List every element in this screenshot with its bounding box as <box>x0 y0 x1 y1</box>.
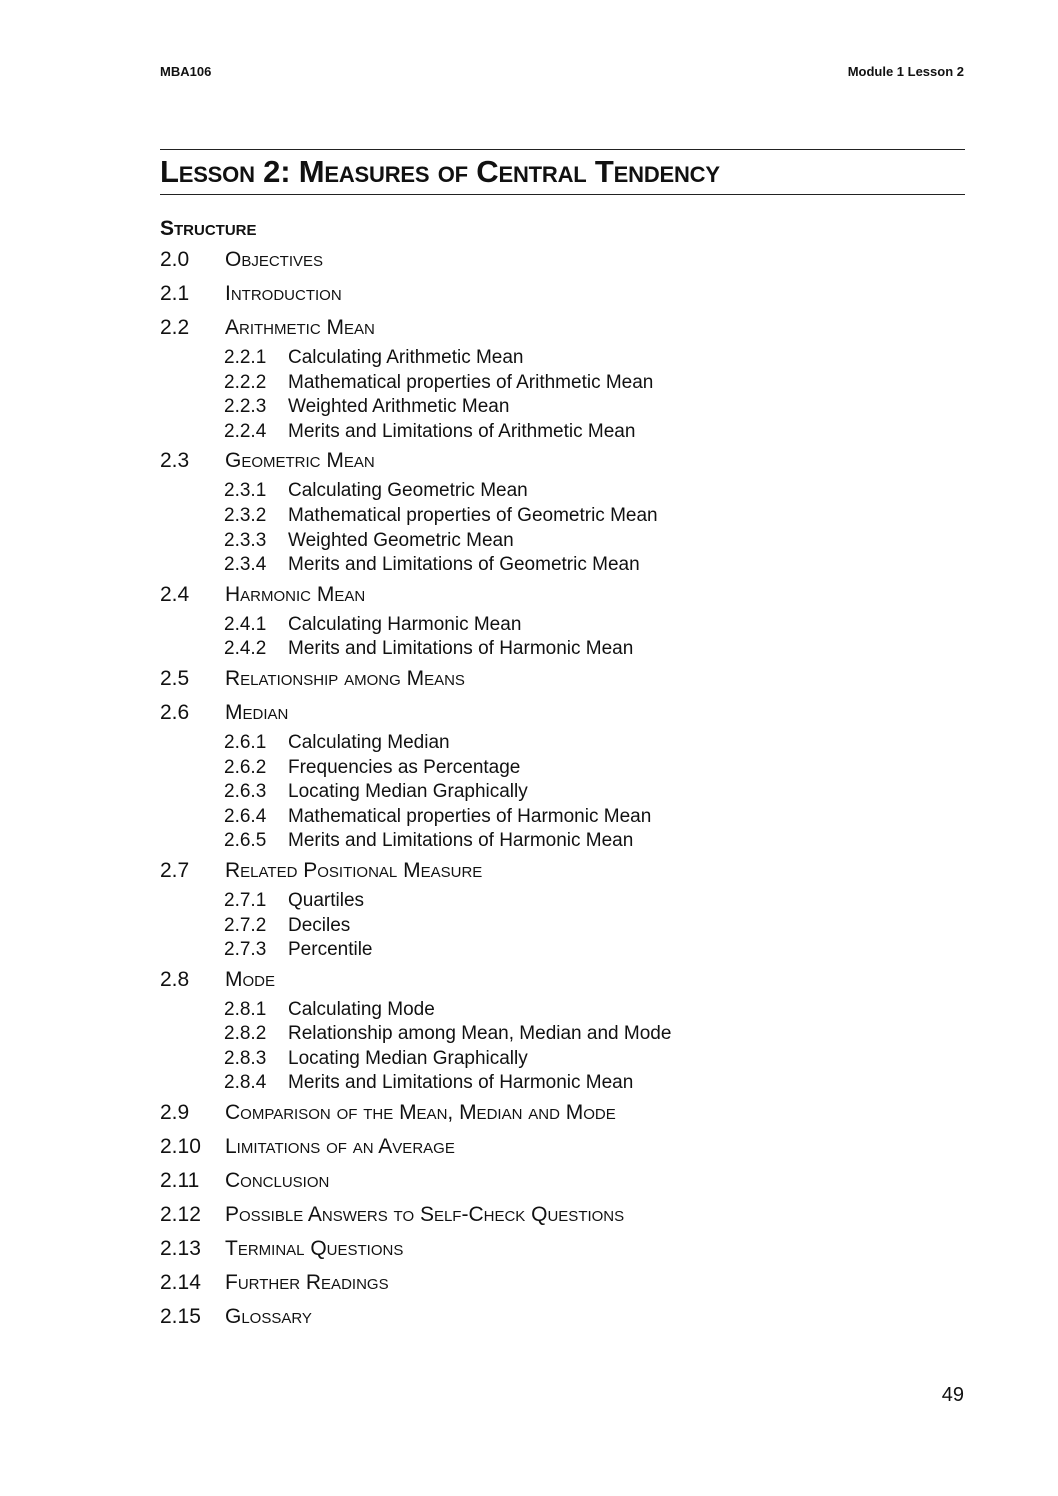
toc-subsection-list <box>160 347 960 445</box>
toc-section-heading <box>160 1237 960 1267</box>
toc-section-heading <box>160 316 960 346</box>
toc-subsection <box>224 554 960 579</box>
toc-subsection-number: 2.2.2 <box>224 371 267 393</box>
toc-section-heading <box>160 1169 960 1199</box>
toc-section-title: Harmonic Mean <box>225 582 366 606</box>
toc-subsection <box>224 1048 960 1073</box>
toc-section-title: Geometric Mean <box>225 449 375 473</box>
toc-section <box>160 583 960 663</box>
toc-subsection-number: 2.8.4 <box>224 1072 267 1094</box>
toc-subsection-number: 2.7.2 <box>224 914 267 936</box>
toc-subsection-number: 2.3.4 <box>224 554 267 576</box>
toc-section-title: Median <box>225 700 289 724</box>
toc-section-heading <box>160 701 960 731</box>
toc-subsection-number: 2.3.3 <box>224 529 267 551</box>
toc-subsection-number: 2.6.2 <box>224 756 267 778</box>
toc-section-number: 2.7 <box>160 858 190 882</box>
toc-section-heading <box>160 859 960 889</box>
toc-subsection-number: 2.3.2 <box>224 504 267 526</box>
toc-section <box>160 1305 960 1335</box>
toc-subsection-title: Weighted Geometric Mean <box>288 529 514 551</box>
toc-section-title: Relationship among Means <box>225 666 465 690</box>
toc-section <box>160 282 960 312</box>
toc-section <box>160 1203 960 1233</box>
toc-section-heading <box>160 1271 960 1301</box>
toc-subsection <box>224 530 960 555</box>
toc-subsection <box>224 757 960 782</box>
toc-subsection <box>224 614 960 639</box>
toc-subsection <box>224 347 960 372</box>
toc-section-title: Mode <box>225 967 275 991</box>
toc-subsection-title: Merits and Limitations of Harmonic Mean <box>288 830 634 852</box>
toc-section-heading <box>160 583 960 613</box>
toc-section-title: Glossary <box>225 1305 312 1329</box>
toc-subsection-number: 2.3.1 <box>224 480 267 502</box>
toc-section-heading <box>160 248 960 278</box>
toc-subsection-number: 2.6.1 <box>224 731 267 753</box>
structure-heading: Structure <box>160 217 257 240</box>
toc-subsection-number: 2.4.2 <box>224 638 267 660</box>
toc-subsection-title: Mathematical properties of Geometric Mean <box>288 504 658 526</box>
toc-section-heading <box>160 449 960 479</box>
toc-section <box>160 1237 960 1267</box>
toc-subsection-number: 2.6.3 <box>224 781 267 803</box>
toc-section <box>160 859 960 964</box>
toc-section <box>160 701 960 855</box>
toc-section <box>160 1101 960 1131</box>
toc-section <box>160 1135 960 1165</box>
lesson-title: Lesson 2: Measures of Central Tendency <box>160 154 720 189</box>
toc-section-number: 2.4 <box>160 582 190 606</box>
toc-subsection-title: Calculating Mode <box>288 998 435 1020</box>
toc-subsection-number: 2.6.5 <box>224 830 267 852</box>
toc-section-title: Possible Answers to Self-Check Questions <box>225 1203 625 1227</box>
toc-section-heading <box>160 667 960 697</box>
toc-section-heading <box>160 1101 960 1131</box>
toc-subsection-title: Merits and Limitations of Harmonic Mean <box>288 638 634 660</box>
header-module-lesson: Module 1 Lesson 2 <box>847 64 964 79</box>
toc-subsection <box>224 999 960 1024</box>
toc-section-title: Objectives <box>225 248 324 271</box>
toc-subsection-title: Mathematical properties of Harmonic Mean <box>288 805 652 827</box>
toc-section-number: 2.13 <box>160 1237 201 1261</box>
toc-section-title: Related Positional Measure <box>225 858 483 882</box>
toc-subsection <box>224 939 960 964</box>
toc-subsection-title: Relationship among Mean, Median and Mode <box>288 1023 672 1045</box>
toc-section <box>160 248 960 278</box>
toc-section-number: 2.3 <box>160 449 190 473</box>
toc-section-number: 2.6 <box>160 700 190 724</box>
toc-subsection <box>224 421 960 446</box>
toc-subsection-list <box>160 480 960 578</box>
toc-section-number: 2.8 <box>160 967 190 991</box>
toc-subsection <box>224 396 960 421</box>
toc-subsection <box>224 1072 960 1097</box>
toc-subsection-title: Merits and Limitations of Arithmetic Mean <box>288 420 636 442</box>
toc-section-title: Limitations of an Average <box>225 1135 455 1159</box>
toc-subsection-number: 2.7.1 <box>224 889 267 911</box>
toc-section-title: Arithmetic Mean <box>225 316 375 339</box>
toc-section-title: Further Readings <box>225 1271 389 1295</box>
toc-subsection-list <box>160 732 960 855</box>
toc-section-heading <box>160 282 960 312</box>
toc-subsection-title: Locating Median Graphically <box>288 1047 528 1069</box>
toc-subsection-title: Calculating Geometric Mean <box>288 480 528 502</box>
toc-subsection-number: 2.2.3 <box>224 396 267 418</box>
toc-subsection <box>224 915 960 940</box>
page-number: 49 <box>941 1384 964 1406</box>
toc-subsection-list <box>160 890 960 964</box>
toc-subsection-title: Locating Median Graphically <box>288 781 528 803</box>
toc-subsection-title: Calculating Arithmetic Mean <box>288 347 524 368</box>
toc-subsection <box>224 830 960 855</box>
toc-subsection <box>224 1023 960 1048</box>
toc-subsection <box>224 505 960 530</box>
toc-section <box>160 449 960 578</box>
toc-section-title: Comparison of the Mean, Median and Mode <box>225 1101 616 1125</box>
toc-section-number: 2.2 <box>160 316 190 339</box>
toc-section-title: Introduction <box>225 282 342 305</box>
toc-section-number: 2.12 <box>160 1203 201 1227</box>
toc-subsection-number: 2.8.3 <box>224 1047 267 1069</box>
toc-subsection-list <box>160 999 960 1097</box>
toc-subsection-title: Merits and Limitations of Geometric Mean <box>288 554 640 576</box>
toc-subsection-list <box>160 614 960 663</box>
toc-section-title: Terminal Questions <box>225 1237 404 1261</box>
toc-subsection-title: Deciles <box>288 914 351 936</box>
toc-subsection-title: Frequencies as Percentage <box>288 756 521 778</box>
toc-subsection-title: Quartiles <box>288 889 365 911</box>
toc-subsection-number: 2.7.3 <box>224 939 267 961</box>
toc-subsection-title: Percentile <box>288 939 373 961</box>
toc-subsection-title: Merits and Limitations of Harmonic Mean <box>288 1072 634 1094</box>
toc-section-heading <box>160 1305 960 1335</box>
toc-section-heading <box>160 1203 960 1233</box>
toc-section-number: 2.1 <box>160 282 190 305</box>
toc-section-number: 2.14 <box>160 1271 201 1295</box>
toc-section-number: 2.5 <box>160 666 190 690</box>
toc-subsection-title: Mathematical properties of Arithmetic Mean <box>288 371 654 393</box>
toc-subsection-number: 2.4.1 <box>224 613 267 635</box>
toc-subsection-number: 2.2.4 <box>224 420 267 442</box>
toc-subsection <box>224 890 960 915</box>
toc-section <box>160 968 960 1097</box>
toc-section-number: 2.15 <box>160 1305 201 1329</box>
toc-subsection <box>224 480 960 505</box>
toc-section-heading <box>160 968 960 998</box>
toc-subsection-title: Calculating Harmonic Mean <box>288 613 522 635</box>
title-top-rule <box>160 149 965 150</box>
toc-section <box>160 1271 960 1301</box>
toc-subsection-title: Calculating Median <box>288 731 450 753</box>
toc-subsection-number: 2.6.4 <box>224 805 267 827</box>
toc-section-number: 2.11 <box>160 1169 200 1193</box>
toc-section <box>160 316 960 445</box>
toc-section <box>160 667 960 697</box>
toc-subsection-number: 2.8.1 <box>224 998 267 1020</box>
toc-section-number: 2.9 <box>160 1101 190 1125</box>
toc-section-heading <box>160 1135 960 1165</box>
toc-subsection <box>224 638 960 663</box>
toc-subsection <box>224 806 960 831</box>
toc-section-number: 2.10 <box>160 1135 201 1159</box>
toc-subsection-title: Weighted Arithmetic Mean <box>288 396 510 418</box>
toc-subsection <box>224 781 960 806</box>
table-of-contents <box>160 248 960 1339</box>
toc-section-number: 2.0 <box>160 248 190 271</box>
header-course-code: MBA106 <box>160 64 212 79</box>
toc-section <box>160 1169 960 1199</box>
toc-subsection-number: 2.2.1 <box>224 347 267 368</box>
toc-subsection <box>224 372 960 397</box>
toc-subsection-number: 2.8.2 <box>224 1023 267 1045</box>
title-bottom-rule <box>160 194 965 195</box>
toc-subsection <box>224 732 960 757</box>
toc-section-title: Conclusion <box>225 1169 330 1193</box>
